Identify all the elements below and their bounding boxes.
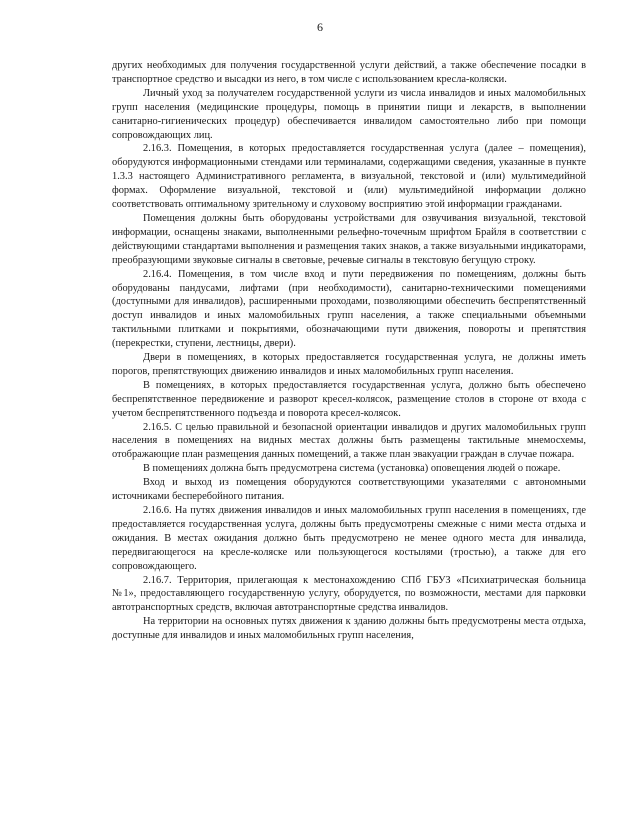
paragraph-personal-care: Личный уход за получателем государственной услуги из числа инвалидов и иных маломобильных групп населения (медицинские процедуры, помощь в принятии пищи и лекарств, в выполнении санитарно-гигиенических процедур) обеспечивается инвалидом самостоятельно либо при помощи сопровождающих лиц. — [112, 87, 586, 141]
paragraph-2-16-5: 2.16.5. С целью правильной и безопасной ориентации инвалидов и других маломобильных групп населения в помещениях на видных местах должны быть размещены тактильные мнемосхемы, отображающие план размещения данных помещений, а также план эвакуации граждан в случае пожара. — [112, 421, 586, 461]
paragraph-fire-alarm: В помещениях должна быть предусмотрена система (установка) оповещения людей о пожаре. — [143, 463, 561, 475]
paragraph-2-16-3: 2.16.3. Помещения, в которых предоставляется государственная услуга (далее – помещения), оборудуются информационными стендами или терминалами, содержащими сведения, указанные в пункте 1.3.3 настоящего Административного регламента, в визуальной, текстовой и (или) мультимедийной формах. Оформление визуальной, текстовой и (или) мультимедийной информации должно соответствовать оптимальному зрительному и слуховому восприятию этой информации гражданами. — [112, 143, 586, 211]
paragraph-2-16-7: 2.16.7. Территория, прилегающая к местонахождению СПб ГБУЗ «Психиатрическая больница №1», предоставляющего государственную услугу, оборудуется, по возможности, местами для парковки автотранспортных средств, включая автотранспортные средства инвалидов. — [112, 574, 586, 614]
page-number: 6 — [317, 20, 323, 34]
paragraph-doors: Двери в помещениях, в которых предоставляется государственная услуга, не должны иметь порогов, препятствующих движению инвалидов и иных маломобильных групп населения. — [112, 352, 586, 377]
paragraph-premises-equipment: Помещения должны быть оборудованы устройствами для озвучивания визуальной, текстовой информации, оснащены знаками, выполненными рельефно-точечным шрифтом Брайля в соответствии с действующими стандартами выполнения и размещения таких знаков, а также визуальными индикаторами, преобразующими звуковые сигналы в световые, речевые сигналы в текстовую бегущую строку. — [112, 212, 586, 266]
paragraph-2-16-6: 2.16.6. На путях движения инвалидов и иных маломобильных групп населения в помещениях, где предоставляется государственная услуга, должны быть предусмотрены смежные с ними места отдыха и ожидания. В местах ожидания должно быть предусмотрено не менее одного места для инвалида, передвигающегося на кресле-коляске или пользующегося костылями (тростью), а также для его сопровождающего. — [112, 505, 586, 572]
paragraph-2-16-4: 2.16.4. Помещения, в том числе вход и пути передвижения по помещениям, должны быть оборудованы пандусами, лифтами (при необходимости), санитарно-техническими помещениями (доступными для инвалидов), расширенными проходами, позволяющими обеспечить беспрепятственный доступ инвалидов и иных маломобильных групп населения, а также специальными объемными тактильными плитками и покрытиями, обозначающими пути движения, повороты и препятствия (перекрестки, ступени, лестницы, двери). — [112, 268, 586, 350]
paragraph-entrance-exit: Вход и выход из помещения оборудуются соответствующими указателями с автономными источниками бесперебойного питания. — [112, 477, 586, 503]
paragraph-wheelchair-movement: В помещениях, в которых предоставляется государственная услуга, должно быть обеспечено беспрепятственное передвижение и разворот кресел-колясок, размещение столов в стороне от входа с учетом беспрепятственного подъезда и поворота кресел-колясок. — [112, 379, 586, 419]
document-body — [112, 59, 586, 643]
paragraph-territory-rest-places: На территории на основных путях движения к зданию должны быть предусмотрены места отдыха, доступные для инвалидов и иных маломобильных групп населения, — [112, 616, 586, 642]
paragraph-continuation: других необходимых для получения государственной услуги действий, а также обеспечение посадки в транспортное средство и высадки из него, в том числе с использованием кресла-коляски. — [112, 60, 586, 85]
